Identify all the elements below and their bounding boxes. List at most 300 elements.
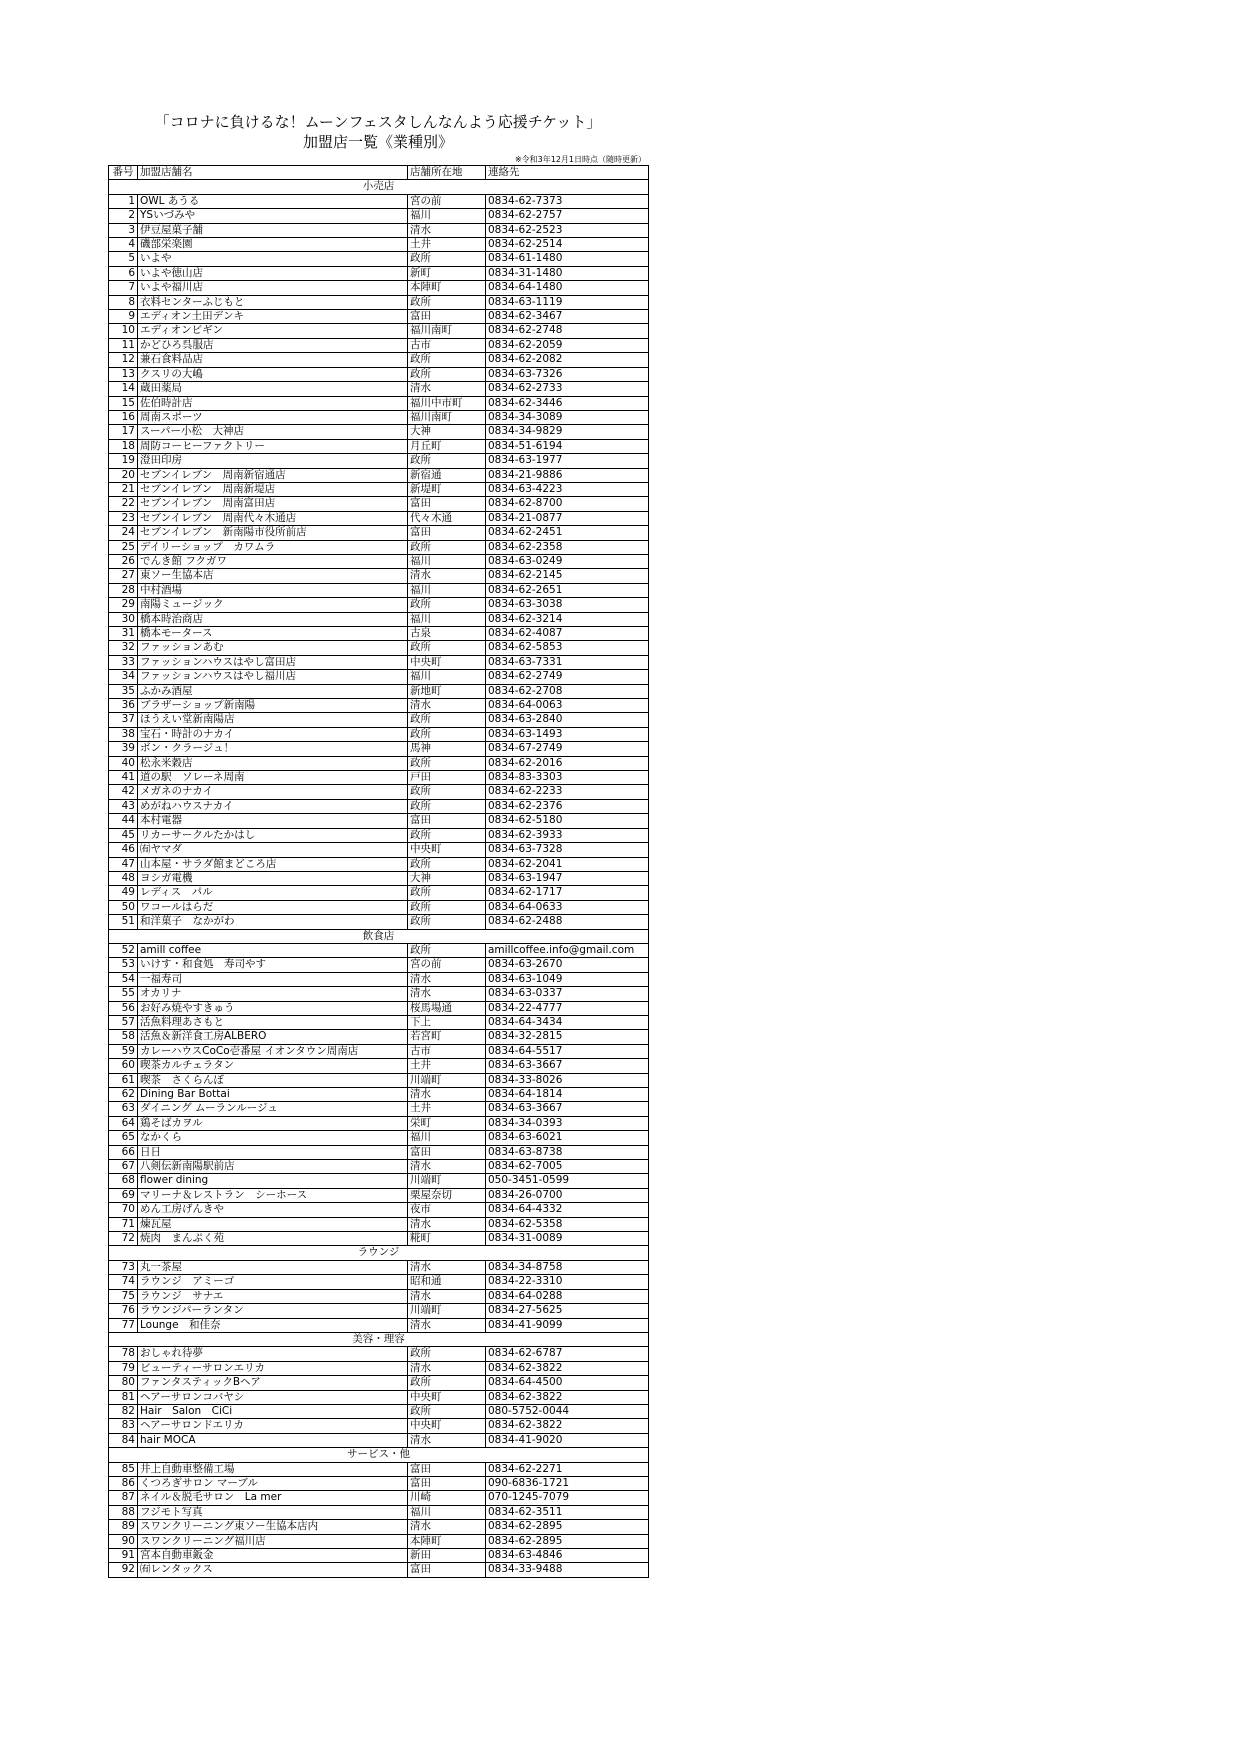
store-location: 桜馬場通 bbox=[408, 1001, 486, 1015]
store-name: 衣料センターふじもと bbox=[138, 295, 408, 309]
table-row bbox=[109, 583, 649, 597]
store-contact: 050-3451-0599 bbox=[486, 1174, 649, 1188]
store-contact: 0834-62-2358 bbox=[486, 540, 649, 554]
store-name: 橋本時治商店 bbox=[138, 612, 408, 626]
store-name: 磯部栄楽園 bbox=[138, 238, 408, 252]
store-name: なかくら bbox=[138, 1131, 408, 1145]
store-location: 清水 bbox=[408, 382, 486, 396]
store-location: 清水 bbox=[408, 699, 486, 713]
table-row bbox=[109, 886, 649, 900]
store-contact: 0834-63-4223 bbox=[486, 482, 649, 496]
store-name: Hair Salon CiCi bbox=[138, 1404, 408, 1418]
store-contact: 0834-62-5358 bbox=[486, 1217, 649, 1231]
store-name: ボン・クラージュ！ bbox=[138, 742, 408, 756]
store-location: 川崎 bbox=[408, 1491, 486, 1505]
store-location: 若宮町 bbox=[408, 1030, 486, 1044]
store-location: 福川南町 bbox=[408, 410, 486, 424]
store-number: 65 bbox=[109, 1131, 138, 1145]
store-name: 松永米穀店 bbox=[138, 756, 408, 770]
table-row bbox=[109, 310, 649, 324]
table-row bbox=[109, 468, 649, 482]
store-location: 富田 bbox=[408, 1462, 486, 1476]
store-name: YSいづみや bbox=[138, 209, 408, 223]
store-location: 政所 bbox=[408, 454, 486, 468]
table-row bbox=[109, 252, 649, 266]
table-row bbox=[109, 1116, 649, 1130]
table-row bbox=[109, 684, 649, 698]
store-contact: 0834-64-0288 bbox=[486, 1289, 649, 1303]
store-name: 澄田印房 bbox=[138, 454, 408, 468]
table-row bbox=[109, 1419, 649, 1433]
header-store-name: 加盟店舗名 bbox=[138, 166, 408, 180]
store-number: 82 bbox=[109, 1404, 138, 1418]
store-contact: 0834-62-2059 bbox=[486, 338, 649, 352]
store-location: 清水 bbox=[408, 223, 486, 237]
table-row bbox=[109, 1376, 649, 1390]
store-contact: 0834-62-2733 bbox=[486, 382, 649, 396]
table-row bbox=[109, 727, 649, 741]
store-number: 64 bbox=[109, 1116, 138, 1130]
category-label: サービス・他 bbox=[109, 1448, 649, 1462]
store-contact: 0834-62-5180 bbox=[486, 814, 649, 828]
store-name: エディオン土田デンキ bbox=[138, 310, 408, 324]
store-contact: 0834-62-3822 bbox=[486, 1390, 649, 1404]
store-contact: 0834-62-3446 bbox=[486, 396, 649, 410]
store-location: 中央町 bbox=[408, 1419, 486, 1433]
store-name: 活魚＆新洋食工房ALBERO bbox=[138, 1030, 408, 1044]
store-contact: 0834-63-8738 bbox=[486, 1145, 649, 1159]
category-label: 飲食店 bbox=[109, 929, 649, 943]
store-location: 清水 bbox=[408, 972, 486, 986]
store-name: おしゃれ待夢 bbox=[138, 1347, 408, 1361]
store-name: 焼肉 まんぷく苑 bbox=[138, 1232, 408, 1246]
store-number: 10 bbox=[109, 324, 138, 338]
store-location: 政所 bbox=[408, 641, 486, 655]
table-row bbox=[109, 1462, 649, 1476]
store-name: クスリの大嶋 bbox=[138, 367, 408, 381]
store-location: 宮の前 bbox=[408, 194, 486, 208]
store-contact: 0834-62-4087 bbox=[486, 627, 649, 641]
store-contact: 0834-62-3933 bbox=[486, 828, 649, 842]
table-row bbox=[109, 223, 649, 237]
store-name: 佐伯時計店 bbox=[138, 396, 408, 410]
store-contact: 0834-61-1480 bbox=[486, 252, 649, 266]
table-row bbox=[109, 641, 649, 655]
store-name: スーパー小松 大神店 bbox=[138, 425, 408, 439]
store-location: 夜市 bbox=[408, 1203, 486, 1217]
table-row bbox=[109, 497, 649, 511]
store-location: 清水 bbox=[408, 1361, 486, 1375]
table-row bbox=[109, 871, 649, 885]
store-number: 89 bbox=[109, 1520, 138, 1534]
store-name: 周防コーヒーファクトリー bbox=[138, 439, 408, 453]
store-name: 鶏そばカヲル bbox=[138, 1116, 408, 1130]
store-number: 79 bbox=[109, 1361, 138, 1375]
store-name: 宝石・時計のナカイ bbox=[138, 727, 408, 741]
store-number: 23 bbox=[109, 511, 138, 525]
store-contact: 0834-62-2271 bbox=[486, 1462, 649, 1476]
store-location: 糀町 bbox=[408, 1232, 486, 1246]
store-number: 16 bbox=[109, 410, 138, 424]
store-name: 喫茶 さくらんぼ bbox=[138, 1073, 408, 1087]
store-contact: 0834-63-1119 bbox=[486, 295, 649, 309]
store-contact: 0834-64-1814 bbox=[486, 1088, 649, 1102]
store-number: 68 bbox=[109, 1174, 138, 1188]
store-contact: 0834-62-2451 bbox=[486, 526, 649, 540]
store-number: 84 bbox=[109, 1433, 138, 1447]
store-contact: 070-1245-7079 bbox=[486, 1491, 649, 1505]
store-location: 政所 bbox=[408, 785, 486, 799]
store-contact: 0834-62-2757 bbox=[486, 209, 649, 223]
table-row bbox=[109, 987, 649, 1001]
store-name: セブンイレブン 新南陽市役所前店 bbox=[138, 526, 408, 540]
store-name: 南陽ミュージック bbox=[138, 598, 408, 612]
store-location: 福川 bbox=[408, 209, 486, 223]
store-number: 51 bbox=[109, 915, 138, 929]
store-name: 道の駅 ソレーネ周南 bbox=[138, 771, 408, 785]
store-number: 6 bbox=[109, 266, 138, 280]
table-row bbox=[109, 1404, 649, 1418]
table-row bbox=[109, 1520, 649, 1534]
store-name: 蔵田薬局 bbox=[138, 382, 408, 396]
store-location: 土井 bbox=[408, 1059, 486, 1073]
table-row bbox=[109, 1491, 649, 1505]
store-contact: 0834-67-2749 bbox=[486, 742, 649, 756]
store-name: 兼石食料品店 bbox=[138, 353, 408, 367]
store-number: 4 bbox=[109, 238, 138, 252]
store-number: 37 bbox=[109, 713, 138, 727]
store-name: ビューティーサロンエリカ bbox=[138, 1361, 408, 1375]
store-number: 77 bbox=[109, 1318, 138, 1332]
store-contact: 0834-62-2082 bbox=[486, 353, 649, 367]
store-number: 47 bbox=[109, 857, 138, 871]
table-row bbox=[109, 1160, 649, 1174]
table-row bbox=[109, 1289, 649, 1303]
store-contact: 0834-64-1480 bbox=[486, 281, 649, 295]
table-row bbox=[109, 1015, 649, 1029]
member-store-table bbox=[108, 165, 649, 1578]
store-number: 58 bbox=[109, 1030, 138, 1044]
store-contact: 0834-63-2670 bbox=[486, 958, 649, 972]
store-location: 政所 bbox=[408, 598, 486, 612]
store-number: 31 bbox=[109, 627, 138, 641]
store-number: 35 bbox=[109, 684, 138, 698]
store-name: 伊豆屋菓子舗 bbox=[138, 223, 408, 237]
store-name: 東ソー生協本店 bbox=[138, 569, 408, 583]
table-row bbox=[109, 454, 649, 468]
store-number: 21 bbox=[109, 482, 138, 496]
store-contact: 0834-63-0249 bbox=[486, 554, 649, 568]
store-contact: 0834-62-2233 bbox=[486, 785, 649, 799]
store-location: 福川 bbox=[408, 554, 486, 568]
table-row bbox=[109, 569, 649, 583]
store-name: ワコールはらだ bbox=[138, 900, 408, 914]
store-contact: 0834-31-0089 bbox=[486, 1232, 649, 1246]
table-row bbox=[109, 1304, 649, 1318]
store-number: 78 bbox=[109, 1347, 138, 1361]
store-name: ファンタスティックBヘア bbox=[138, 1376, 408, 1390]
store-name: amill coffee bbox=[138, 943, 408, 957]
store-name: 橋本モータース bbox=[138, 627, 408, 641]
store-number: 25 bbox=[109, 540, 138, 554]
store-contact: 0834-63-3667 bbox=[486, 1102, 649, 1116]
table-row bbox=[109, 1318, 649, 1332]
store-name: ファッションハウスはやし富田店 bbox=[138, 655, 408, 669]
table-row bbox=[109, 338, 649, 352]
store-name: めがねハウスナカイ bbox=[138, 799, 408, 813]
table-row bbox=[109, 1563, 649, 1577]
store-number: 75 bbox=[109, 1289, 138, 1303]
store-location: 古泉 bbox=[408, 627, 486, 641]
store-contact: 0834-62-3511 bbox=[486, 1505, 649, 1519]
table-row bbox=[109, 1549, 649, 1563]
store-contact: 0834-63-0337 bbox=[486, 987, 649, 1001]
store-number: 54 bbox=[109, 972, 138, 986]
store-location: 清水 bbox=[408, 987, 486, 1001]
store-name: ラウンジパーランタン bbox=[138, 1304, 408, 1318]
store-contact: 0834-63-4846 bbox=[486, 1549, 649, 1563]
table-row bbox=[109, 1361, 649, 1375]
store-location: 福川 bbox=[408, 583, 486, 597]
store-number: 38 bbox=[109, 727, 138, 741]
store-name: 活魚料理あさもと bbox=[138, 1015, 408, 1029]
store-location: 土井 bbox=[408, 1102, 486, 1116]
store-number: 9 bbox=[109, 310, 138, 324]
store-number: 42 bbox=[109, 785, 138, 799]
store-name: Dining Bar Bottai bbox=[138, 1088, 408, 1102]
store-location: 富田 bbox=[408, 1145, 486, 1159]
document-title: 「コロナに負けるな！ムーンフェスタしんなんよう応援チケット」 bbox=[154, 113, 602, 131]
table-row bbox=[109, 1073, 649, 1087]
store-name: くつろぎサロン マーブル bbox=[138, 1476, 408, 1490]
store-location: 馬神 bbox=[408, 742, 486, 756]
store-number: 44 bbox=[109, 814, 138, 828]
store-location: 富田 bbox=[408, 497, 486, 511]
table-row bbox=[109, 828, 649, 842]
store-name: ㈲レンタックス bbox=[138, 1563, 408, 1577]
store-contact: 0834-62-3467 bbox=[486, 310, 649, 324]
store-location: 土井 bbox=[408, 238, 486, 252]
store-number: 50 bbox=[109, 900, 138, 914]
store-number: 43 bbox=[109, 799, 138, 813]
store-location: 新町 bbox=[408, 266, 486, 280]
store-contact: amillcoffee.info@gmail.com bbox=[486, 943, 649, 957]
store-location: 清水 bbox=[408, 1088, 486, 1102]
category-row bbox=[109, 1246, 649, 1260]
store-name: Lounge 和佳奈 bbox=[138, 1318, 408, 1332]
store-contact: 0834-63-1493 bbox=[486, 727, 649, 741]
store-name: 八剣伝新南陽駅前店 bbox=[138, 1160, 408, 1174]
store-number: 27 bbox=[109, 569, 138, 583]
store-location: 栗屋奈切 bbox=[408, 1188, 486, 1202]
store-number: 20 bbox=[109, 468, 138, 482]
store-name: リカーサークルたかはし bbox=[138, 828, 408, 842]
store-location: 新田 bbox=[408, 1549, 486, 1563]
table-row bbox=[109, 785, 649, 799]
store-location: 代々木通 bbox=[408, 511, 486, 525]
store-number: 12 bbox=[109, 353, 138, 367]
store-number: 13 bbox=[109, 367, 138, 381]
store-number: 60 bbox=[109, 1059, 138, 1073]
table-row bbox=[109, 1217, 649, 1231]
store-name: flower dining bbox=[138, 1174, 408, 1188]
table-row bbox=[109, 943, 649, 957]
table-row bbox=[109, 1088, 649, 1102]
store-contact: 0834-51-6194 bbox=[486, 439, 649, 453]
store-number: 2 bbox=[109, 209, 138, 223]
store-name: ダイニング ムーランルージュ bbox=[138, 1102, 408, 1116]
store-number: 29 bbox=[109, 598, 138, 612]
table-row bbox=[109, 1505, 649, 1519]
store-location: 政所 bbox=[408, 353, 486, 367]
store-name: ふかみ酒屋 bbox=[138, 684, 408, 698]
store-contact: 0834-21-9886 bbox=[486, 468, 649, 482]
store-contact: 0834-63-6021 bbox=[486, 1131, 649, 1145]
store-contact: 0834-33-8026 bbox=[486, 1073, 649, 1087]
store-contact: 0834-64-5517 bbox=[486, 1044, 649, 1058]
store-location: 政所 bbox=[408, 367, 486, 381]
store-name: いよや福川店 bbox=[138, 281, 408, 295]
store-name: ㈲ヤマダ bbox=[138, 843, 408, 857]
store-number: 57 bbox=[109, 1015, 138, 1029]
table-row bbox=[109, 526, 649, 540]
store-contact: 0834-64-4500 bbox=[486, 1376, 649, 1390]
store-name: 中村酒場 bbox=[138, 583, 408, 597]
store-contact: 0834-62-7005 bbox=[486, 1160, 649, 1174]
store-location: 中央町 bbox=[408, 1390, 486, 1404]
store-location: 福川中市町 bbox=[408, 396, 486, 410]
store-location: 清水 bbox=[408, 1520, 486, 1534]
store-location: 本陣町 bbox=[408, 281, 486, 295]
table-row bbox=[109, 713, 649, 727]
store-location: 中央町 bbox=[408, 655, 486, 669]
store-location: 政所 bbox=[408, 713, 486, 727]
store-contact: 0834-62-2488 bbox=[486, 915, 649, 929]
store-number: 48 bbox=[109, 871, 138, 885]
table-row bbox=[109, 799, 649, 813]
store-contact: 0834-32-2815 bbox=[486, 1030, 649, 1044]
store-name: 本村電器 bbox=[138, 814, 408, 828]
store-number: 15 bbox=[109, 396, 138, 410]
store-location: 清水 bbox=[408, 1433, 486, 1447]
table-row bbox=[109, 972, 649, 986]
store-number: 14 bbox=[109, 382, 138, 396]
store-location: 清水 bbox=[408, 1318, 486, 1332]
table-row bbox=[109, 699, 649, 713]
store-name: ネイル＆脱毛サロン La mer bbox=[138, 1491, 408, 1505]
store-number: 70 bbox=[109, 1203, 138, 1217]
header-contact: 連絡先 bbox=[486, 166, 649, 180]
store-name: 井上自動車整備工場 bbox=[138, 1462, 408, 1476]
store-name: ヘアーサロンコバヤシ bbox=[138, 1390, 408, 1404]
store-number: 80 bbox=[109, 1376, 138, 1390]
table-row bbox=[109, 396, 649, 410]
store-number: 17 bbox=[109, 425, 138, 439]
store-location: 富田 bbox=[408, 1476, 486, 1490]
store-location: 政所 bbox=[408, 727, 486, 741]
store-number: 92 bbox=[109, 1563, 138, 1577]
table-row bbox=[109, 439, 649, 453]
store-contact: 0834-62-2895 bbox=[486, 1534, 649, 1548]
store-name: でんき館 フクガワ bbox=[138, 554, 408, 568]
store-contact: 0834-63-2840 bbox=[486, 713, 649, 727]
store-contact: 0834-62-8700 bbox=[486, 497, 649, 511]
store-location: 富田 bbox=[408, 310, 486, 324]
store-contact: 0834-63-3667 bbox=[486, 1059, 649, 1073]
table-row bbox=[109, 410, 649, 424]
store-location: 新堤町 bbox=[408, 482, 486, 496]
category-label: 美容・理容 bbox=[109, 1332, 649, 1346]
store-number: 41 bbox=[109, 771, 138, 785]
store-number: 52 bbox=[109, 943, 138, 957]
store-location: 富田 bbox=[408, 814, 486, 828]
table-row bbox=[109, 266, 649, 280]
store-location: 栄町 bbox=[408, 1116, 486, 1130]
store-number: 24 bbox=[109, 526, 138, 540]
store-location: 政所 bbox=[408, 799, 486, 813]
store-contact: 0834-22-3310 bbox=[486, 1275, 649, 1289]
header-number: 番号 bbox=[109, 166, 138, 180]
store-contact: 080-5752-0044 bbox=[486, 1404, 649, 1418]
store-contact: 0834-41-9099 bbox=[486, 1318, 649, 1332]
store-number: 46 bbox=[109, 843, 138, 857]
store-name: 日日 bbox=[138, 1145, 408, 1159]
store-number: 26 bbox=[109, 554, 138, 568]
category-label: 小売店 bbox=[109, 180, 649, 194]
store-number: 1 bbox=[109, 194, 138, 208]
store-name: ラウンジ サナエ bbox=[138, 1289, 408, 1303]
table-row bbox=[109, 425, 649, 439]
store-contact: 0834-62-3822 bbox=[486, 1361, 649, 1375]
table-row bbox=[109, 1534, 649, 1548]
table-row bbox=[109, 612, 649, 626]
table-row bbox=[109, 367, 649, 381]
table-body bbox=[109, 180, 649, 1577]
store-contact: 0834-22-4777 bbox=[486, 1001, 649, 1015]
store-location: 清水 bbox=[408, 1289, 486, 1303]
store-contact: 0834-31-1480 bbox=[486, 266, 649, 280]
table-row bbox=[109, 655, 649, 669]
store-number: 19 bbox=[109, 454, 138, 468]
store-contact: 0834-34-8758 bbox=[486, 1260, 649, 1274]
store-location: 川端町 bbox=[408, 1073, 486, 1087]
store-number: 53 bbox=[109, 958, 138, 972]
store-name: 煉瓦屋 bbox=[138, 1217, 408, 1231]
store-location: 政所 bbox=[408, 915, 486, 929]
store-contact: 0834-34-0393 bbox=[486, 1116, 649, 1130]
store-contact: 0834-62-3214 bbox=[486, 612, 649, 626]
table-row bbox=[109, 238, 649, 252]
store-location: 富田 bbox=[408, 526, 486, 540]
store-location: 政所 bbox=[408, 857, 486, 871]
store-number: 62 bbox=[109, 1088, 138, 1102]
store-location: 中央町 bbox=[408, 843, 486, 857]
store-contact: 0834-41-9020 bbox=[486, 1433, 649, 1447]
table-row bbox=[109, 1044, 649, 1058]
table-row bbox=[109, 1188, 649, 1202]
store-name: フジモト写真 bbox=[138, 1505, 408, 1519]
store-number: 7 bbox=[109, 281, 138, 295]
table-row bbox=[109, 1131, 649, 1145]
store-location: 月丘町 bbox=[408, 439, 486, 453]
store-contact: 0834-83-3303 bbox=[486, 771, 649, 785]
store-name: ヨシガ電機 bbox=[138, 871, 408, 885]
store-location: 福川 bbox=[408, 612, 486, 626]
store-name: 喫茶カルチェラタン bbox=[138, 1059, 408, 1073]
store-location: 清水 bbox=[408, 1260, 486, 1274]
store-number: 90 bbox=[109, 1534, 138, 1548]
store-location: 福川 bbox=[408, 670, 486, 684]
